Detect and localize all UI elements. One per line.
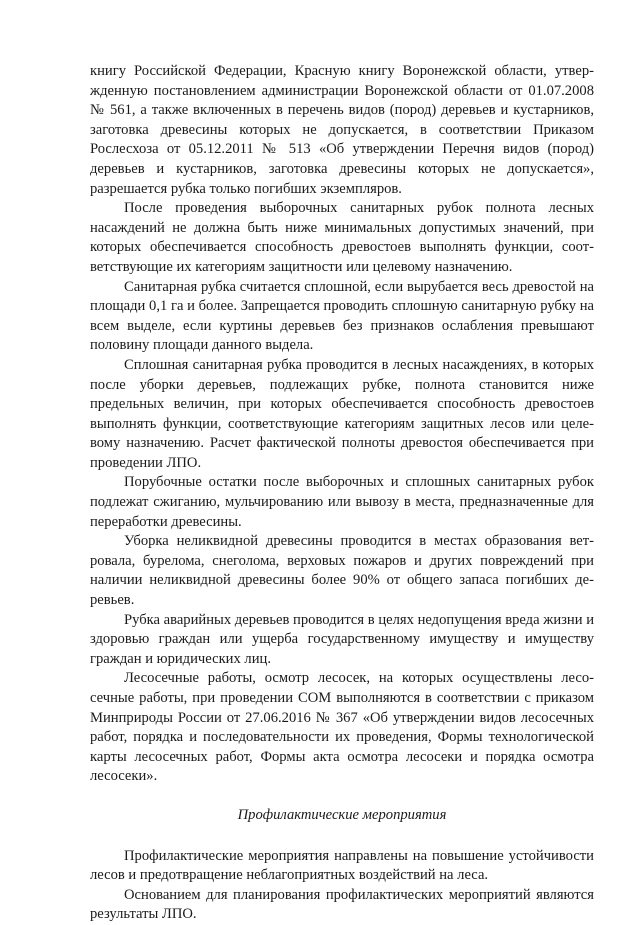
paragraph: Уборка неликвидной древесины проводится в местах образования ветровала, бурелома, снеголома, верховых пожаров и других повреждений при наличии неликвидной древесины более 90% от общего запаса погибших деревьев. <box>90 533 594 609</box>
paragraph: книгу Российской Федерации, Красную книгу Воронежской области, утвержденную постановлением администрации Воронежской области от 01.07.2008 № 561, а также включенных в перечень видов (пород) деревьев и кустарников, заготовка древесины которых не допускается, в соответствии Приказом Рослесхоза от 05.12.2011 № 513 «Об утверждении Перечня видов (пород) деревьев и кустарников, заготовка древесины которых не допускается», разрешается рубка только погибших экземпляров. <box>90 63 594 197</box>
paragraph: После проведения выборочных санитарных рубок полнота лесных насаждений не должна быть ниже минимальных допустимых значений, при которых обеспечивается способность древостоев выполнять функции, соответствующие их категориям защитности или целевому назначению. <box>90 200 594 275</box>
section-heading: Профилактические мероприятия <box>237 806 447 823</box>
paragraph: Лесосечные работы, осмотр лесосек, на которых осуществлены лесосечные работы, при проведении СОМ выполняются в соответствии с приказом Минприроды России от 27.06.2016 № 367 «Об утверждении видов лесосечных работ, порядка и последовательности их проведения, Формы технологической карты лесосечных работ, Формы акта осмотра лесосеки и порядка осмотра лесосеки». <box>90 670 594 785</box>
paragraph: Сплошная санитарная рубка проводится в лесных насаждениях, в которых после уборки деревьев, подлежащих рубке, полнота становится ниже предельных величин, при которых обеспечивается способность древостоев выполнять функции, соответствующие категориям защитных лесов или целевому назначению. Расчет фактической полноты древостоя обеспечивается при проведении ЛПО. <box>90 356 594 471</box>
paragraph: Порубочные остатки после выборочных и сплошных санитарных рубок подлежат сжиганию, мульчированию или вывозу в места, предназначенные для переработки древесины. <box>90 474 594 530</box>
paragraph: Профилактические мероприятия направлены на повышение устойчивости лесов и предотвращение неблагоприятных воздействий на леса. <box>90 847 594 884</box>
document-body <box>90 62 594 925</box>
paragraph: Санитарная рубка считается сплошной, если вырубается весь древостой на площади 0,1 га и более. Запрещается проводить сплошную санитарную рубку на всем выделе, если куртины деревьев без признаков ослабления превышают половину площади данного выдела. <box>90 278 594 354</box>
paragraph: Основанием для планирования профилактических мероприятий являются результаты ЛПО. <box>90 886 594 923</box>
paragraph: Рубка аварийных деревьев проводится в целях недопущения вреда жизни и здоровью граждан или ущерба государственному имуществу и имуществу граждан и юридических лиц. <box>90 611 594 667</box>
